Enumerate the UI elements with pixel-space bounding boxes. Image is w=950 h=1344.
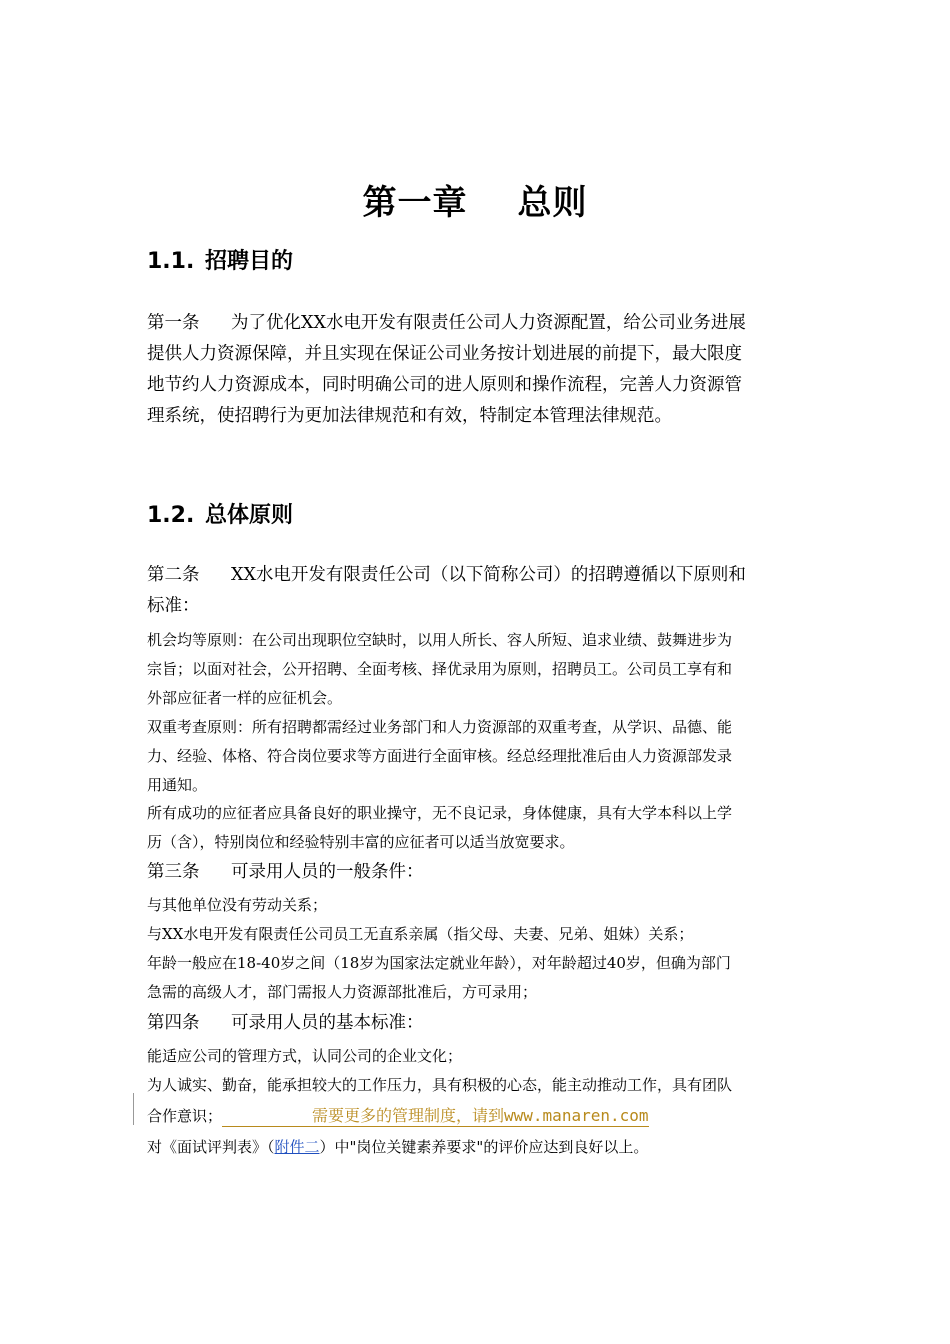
basic-standards: [147, 1042, 805, 1100]
general-conditions: [147, 891, 805, 1007]
section-title: 招聘目的: [205, 249, 294, 274]
candidate-requirements: [147, 799, 805, 857]
article-2: [147, 560, 805, 622]
article-text: 可录用人员的一般条件：: [231, 862, 424, 882]
article-label: 第四条: [147, 1013, 200, 1033]
article-text: 为了优化XX水电开发有限责任公司人力资源配置，给公司业务进展: [231, 313, 746, 333]
standard-item-with-promo: [147, 1102, 649, 1131]
paragraph-line: 用通知。: [147, 776, 208, 794]
paragraph-line: 力、经验、体格、符合岗位要求等方面进行全面审核。经总经理批准后由人力资源部发录: [147, 747, 733, 765]
attachment-link[interactable]: 附件二: [274, 1138, 320, 1156]
condition-item: 急需的高级人才，部门需报人力资源部批准后，方可录用；: [147, 983, 538, 1001]
paragraph-line: 双重考查原则：所有招聘都需经过业务部门和人力资源部的双重考查，从学识、品德、能: [147, 718, 733, 736]
article-text: XX水电开发有限责任公司（以下简称公司）的招聘遵循以下原则和: [231, 565, 746, 585]
margin-change-bar: [133, 1093, 134, 1125]
principle-double-check: [147, 713, 805, 800]
interview-requirement: [147, 1133, 648, 1162]
chapter-title: [0, 175, 950, 224]
section-heading-1: [147, 244, 293, 275]
condition-item: 年龄一般应在18-40岁之间（18岁为国家法定就业年龄），对年龄超过40岁，但确为部门: [147, 954, 731, 972]
article-1-line: 地节约人力资源成本，同时明确公司的进人原则和操作流程，完善人力资源管: [147, 375, 742, 395]
article-1-line: [147, 308, 805, 339]
paragraph-line: 外部应征者一样的应征机会。: [147, 689, 343, 707]
section-heading-2: [147, 498, 293, 529]
standard-item: 为人诚实、勤奋，能承担较大的工作压力，具有积极的心态，能主动推动工作，具有团队: [147, 1076, 733, 1094]
principle-equal-opportunity: [147, 626, 805, 713]
article-4-line: [147, 1008, 805, 1039]
standard-item-text: 合作意识；: [147, 1107, 223, 1125]
section-number: 1.2.: [147, 503, 195, 528]
article-text: 可录用人员的基本标准：: [231, 1013, 424, 1033]
article-1: [147, 308, 805, 432]
section-number: 1.1.: [147, 249, 195, 274]
article-3-line: [147, 857, 805, 888]
standard-item: 能适应公司的管理方式，认同公司的企业文化；: [147, 1047, 463, 1065]
requirement-text: ）中"岗位关键素养要求"的评价应达到良好以上。: [319, 1138, 649, 1156]
article-4: [147, 1008, 805, 1039]
paragraph-line: 所有成功的应征者应具备良好的职业操守，无不良记录，身体健康，具有大学本科以上学: [147, 804, 733, 822]
article-3: [147, 857, 805, 888]
article-2-line: [147, 560, 805, 591]
article-1-line: 提供人力资源保障，并且实现在保证公司业务按计划进展的前提下，最大限度: [147, 344, 742, 364]
condition-item: 与其他单位没有劳动关系；: [147, 896, 328, 914]
paragraph-line: 机会均等原则：在公司出现职位空缺时，以用人所长、容人所短、追求业绩、鼓舞进步为: [147, 631, 733, 649]
chapter-name: 总则: [517, 183, 588, 223]
condition-item: 与XX水电开发有限责任公司员工无直系亲属（指父母、夫妻、兄弟、姐妹）关系；: [147, 925, 694, 943]
article-1-line: 理系统，使招聘行为更加法律规范和有效，特制定本管理法律规范。: [147, 406, 672, 426]
chapter-number: 第一章: [362, 183, 468, 223]
section-title: 总体原则: [205, 503, 294, 528]
paragraph-line: 历（含），特别岗位和经验特别丰富的应征者可以适当放宽要求。: [147, 833, 575, 851]
article-label: 第三条: [147, 862, 200, 882]
promo-link[interactable]: 需要更多的管理制度，请到www.manaren.com: [222, 1106, 649, 1127]
requirement-text: 对《面试评判表》（: [147, 1138, 275, 1156]
article-2-line: 标准：: [147, 596, 200, 616]
article-label: 第一条: [147, 313, 200, 333]
paragraph-line: 宗旨；以面对社会，公开招聘、全面考核、择优录用为原则，招聘员工。公司员工享有和: [147, 660, 733, 678]
article-label: 第二条: [147, 565, 200, 585]
